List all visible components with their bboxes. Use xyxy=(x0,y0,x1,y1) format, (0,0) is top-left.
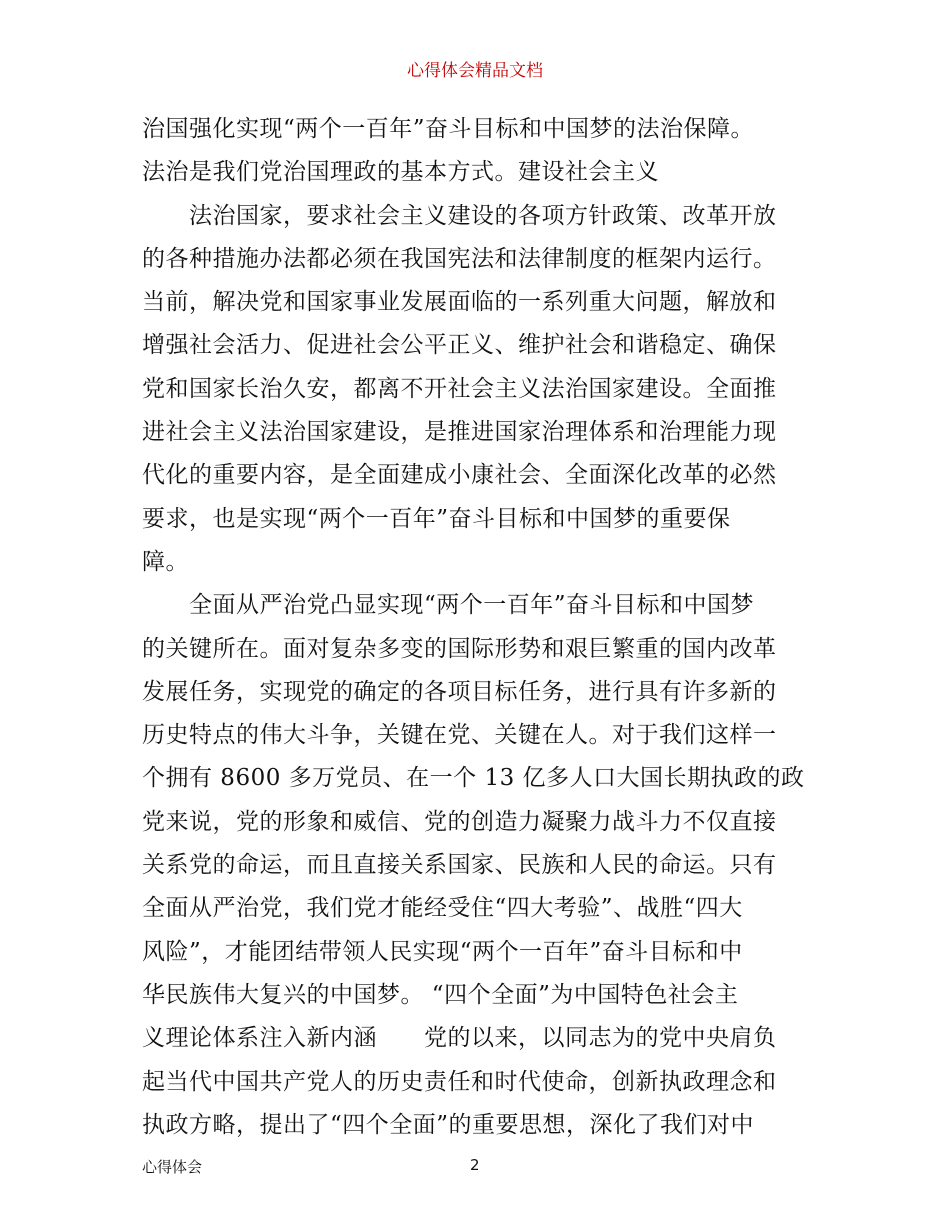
text-line: 起当代中国共产党人的历史责任和时代使命，创新执政理念和 xyxy=(142,1068,777,1095)
text-line: 的各种措施办法都必须在我国宪法和法律制度的框架内运行。 xyxy=(142,245,777,272)
text-line: 历史特点的伟大斗争，关键在党、关键在人。对于我们这样一 xyxy=(142,722,777,749)
text-line: 法治国家，要求社会主义建设的各项方针政策、改革开放 xyxy=(142,202,777,229)
text-line: 当前，解决党和国家事业发展面临的一系列重大问题，解放和 xyxy=(142,289,777,316)
document-header: 心得体会精品文档 xyxy=(407,61,543,81)
text-line: 风险”，才能团结带领人民实现“两个一百年”奋斗目标和中 xyxy=(142,938,743,965)
text-line: 关系党的命运，而且直接关系国家、民族和人民的命运。只有 xyxy=(142,852,777,879)
text-line: 进社会主义法治国家建设，是推进国家治理体系和治理能力现 xyxy=(142,419,777,446)
text-line: 党来说，党的形象和威信、党的创造力凝聚力战斗力不仅直接 xyxy=(142,808,777,835)
text-line: 全面从严治党凸显实现“两个一百年”奋斗目标和中国梦 xyxy=(142,592,755,619)
text-line: 义理论体系注入新内涵 党的以来，以同志为的党中央肩负 xyxy=(142,1025,777,1052)
text-line: 华民族伟大复兴的中国梦。 “四个全面”为中国特色社会主 xyxy=(142,981,739,1008)
text-line: 全面从严治党，我们党才能经受住“四大考验”、战胜“四大 xyxy=(142,895,743,922)
text-line: 要求，也是实现“两个一百年”奋斗目标和中国梦的重要保 xyxy=(142,505,731,532)
text-line: 增强社会活力、促进社会公平正义、维护社会和谐稳定、确保 xyxy=(142,332,777,359)
text-line: 个拥有 8600 多万党员、在一个 13 亿多人口大国长期执政的政 xyxy=(142,765,805,792)
text-line: 障。 xyxy=(142,548,189,575)
text-line: 发展任务，实现党的确定的各项目标任务，进行具有许多新的 xyxy=(142,678,777,705)
text-line: 党和国家长治久安，都离不开社会主义法治国家建设。全面推 xyxy=(142,375,777,402)
text-line: 代化的重要内容，是全面建成小康社会、全面深化改革的必然 xyxy=(142,462,777,489)
text-line: 法治是我们党治国理政的基本方式。建设社会主义 xyxy=(142,159,659,186)
text-line: 治国强化实现“两个一百年”奋斗目标和中国梦的法治保障。 xyxy=(142,116,755,142)
text-line: 执政方略，提出了“四个全面”的重要思想，深化了我们对中 xyxy=(142,1111,755,1138)
footer-label: 心得体会 xyxy=(142,1158,203,1176)
text-line: 的关键所在。面对复杂多变的国际形势和艰巨繁重的国内改革 xyxy=(142,635,777,662)
document-body xyxy=(142,108,822,1147)
page-number: 2 xyxy=(470,1156,480,1174)
